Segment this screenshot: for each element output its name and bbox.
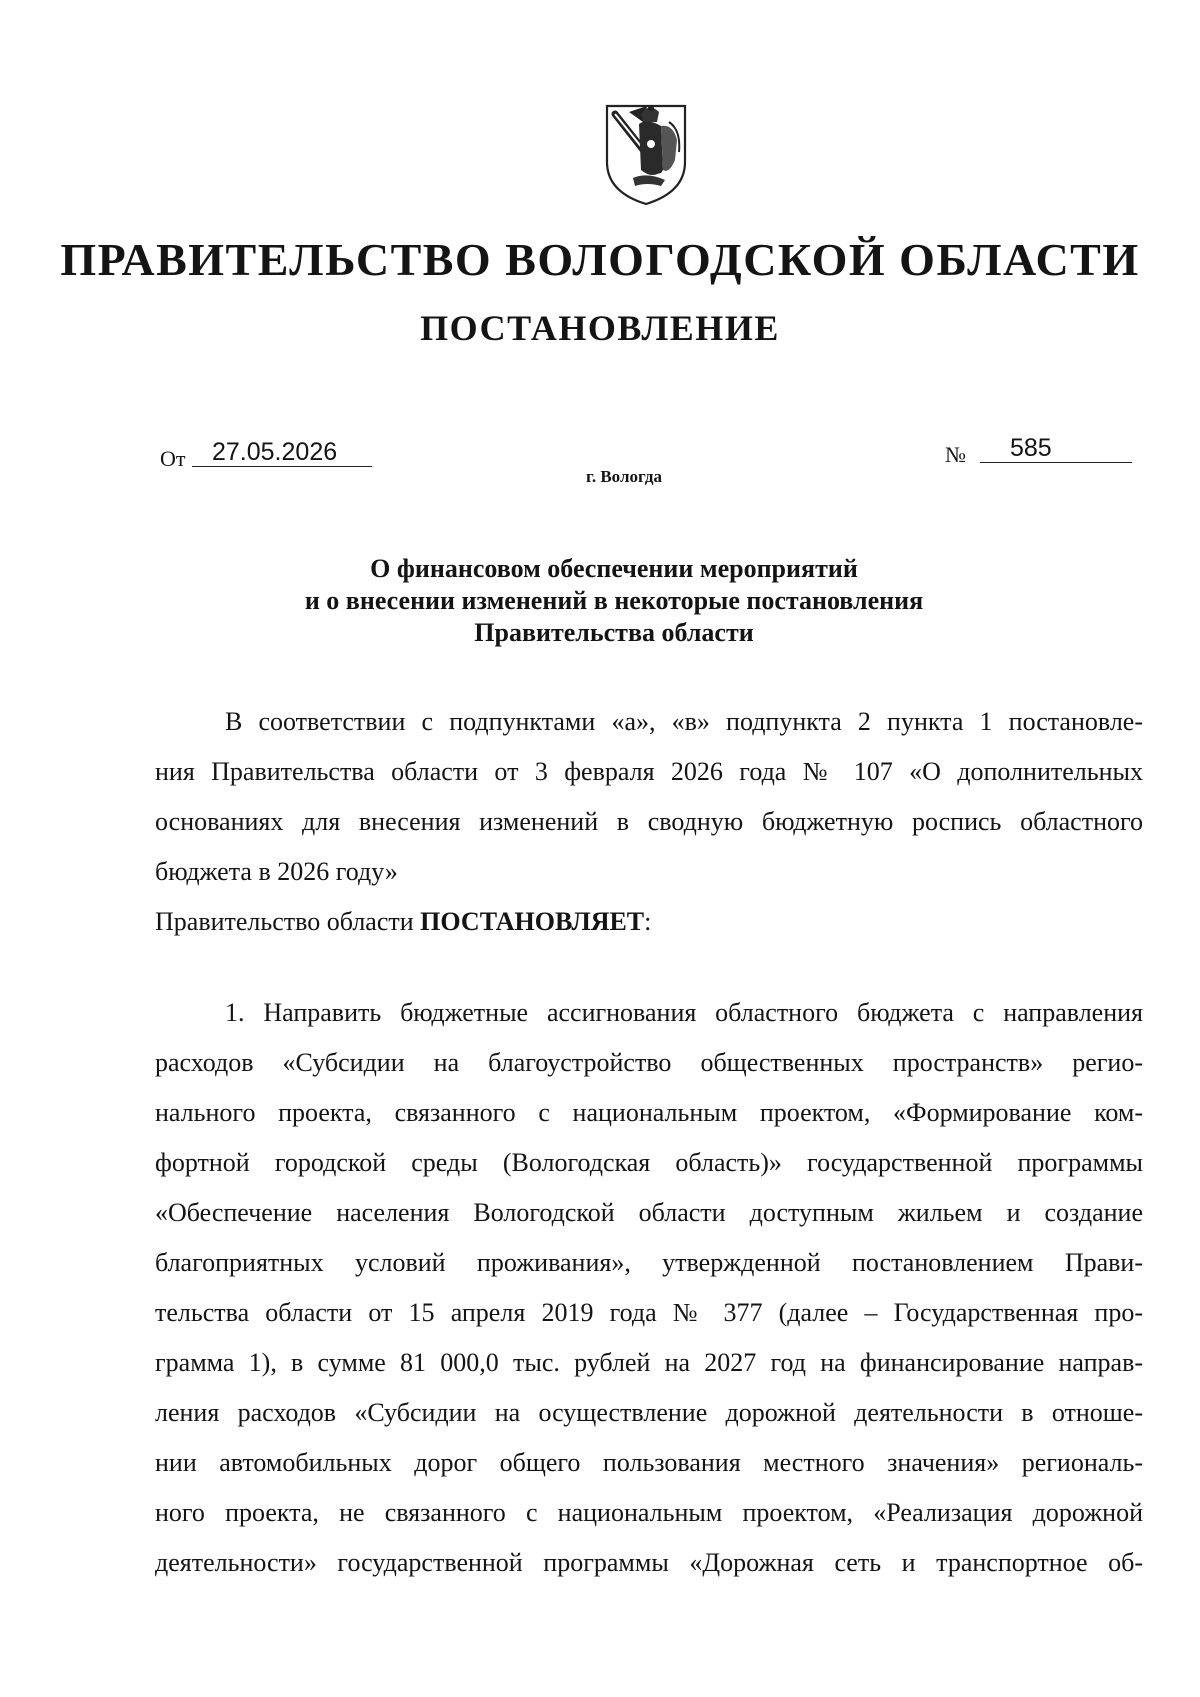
- number-prefix: №: [945, 442, 966, 467]
- document-date: 27.05.2026: [192, 438, 372, 467]
- document-type: ПОСТАНОВЛЕНИЕ: [420, 308, 780, 348]
- resolves-prefix: Правительство области: [155, 907, 421, 936]
- subject-line: Правительства области: [474, 618, 754, 647]
- document-number: 585: [980, 434, 1132, 463]
- resolves-word: ПОСТАНОВЛЯЕТ: [420, 907, 645, 936]
- text-line: расходов «Субсидии на благоустройство общественных пространств» регио-: [155, 1048, 1143, 1077]
- text-line: нии автомобильных дорог общего пользования местного значения» региональ-: [155, 1448, 1143, 1477]
- text-line: 1. Направить бюджетные ассигнования областного бюджета с направления: [225, 998, 1143, 1027]
- city: г. Вологда: [586, 467, 662, 486]
- text-line: основаниях для внесения изменений в сводную бюджетную роспись областного: [155, 807, 1143, 836]
- text-line: благоприятных условий проживания», утвержденной постановлением Прави-: [155, 1248, 1143, 1277]
- text-line: «Обеспечение населения Вологодской области доступным жильем и создание: [155, 1198, 1143, 1227]
- date-prefix: От: [160, 446, 186, 471]
- resolves-suffix: :: [644, 907, 652, 936]
- text-line: деятельности» государственной программы «Дорожная сеть и транспортное об-: [155, 1548, 1143, 1577]
- coat-of-arms-icon: [603, 100, 689, 208]
- date-number-row: [160, 432, 1130, 472]
- text-line: нального проекта, связанного с национальным проектом, «Формирование ком-: [155, 1098, 1143, 1127]
- subject-line: и о внесении изменений в некоторые постановления: [304, 586, 924, 615]
- text-line: тельства области от 15 апреля 2019 года № 377 (далее – Государственная про-: [155, 1298, 1143, 1327]
- text-line: ния Правительства области от 3 февраля 2026 года № 107 «О дополнительных: [155, 757, 1143, 786]
- preamble-paragraph: [155, 697, 1143, 897]
- government-title: ПРАВИТЕЛЬСТВО ВОЛОГОДСКОЙ ОБЛАСТИ: [60, 234, 1140, 285]
- text-line: В соответствии с подпунктами «а», «в» подпункта 2 пункта 1 постановле-: [225, 707, 1143, 736]
- text-line: бюджета в 2026 году»: [155, 857, 398, 886]
- text-line: ления расходов «Субсидии на осуществление дорожной деятельности в отноше-: [155, 1398, 1143, 1427]
- text-line: фортной городской среды (Вологодская область)» государственной программы: [155, 1148, 1143, 1177]
- subject-line: О финансовом обеспечении мероприятий: [370, 554, 858, 583]
- document-subject: [0, 553, 1200, 649]
- text-line: ного проекта, не связанного с национальным проектом, «Реализация дорожной: [155, 1498, 1143, 1527]
- point-1-paragraph: [155, 988, 1143, 1588]
- text-line: грамма 1), в сумме 81 000,0 тыс. рублей на 2027 год на финансирование направ-: [155, 1348, 1143, 1377]
- resolves-line: [155, 897, 651, 947]
